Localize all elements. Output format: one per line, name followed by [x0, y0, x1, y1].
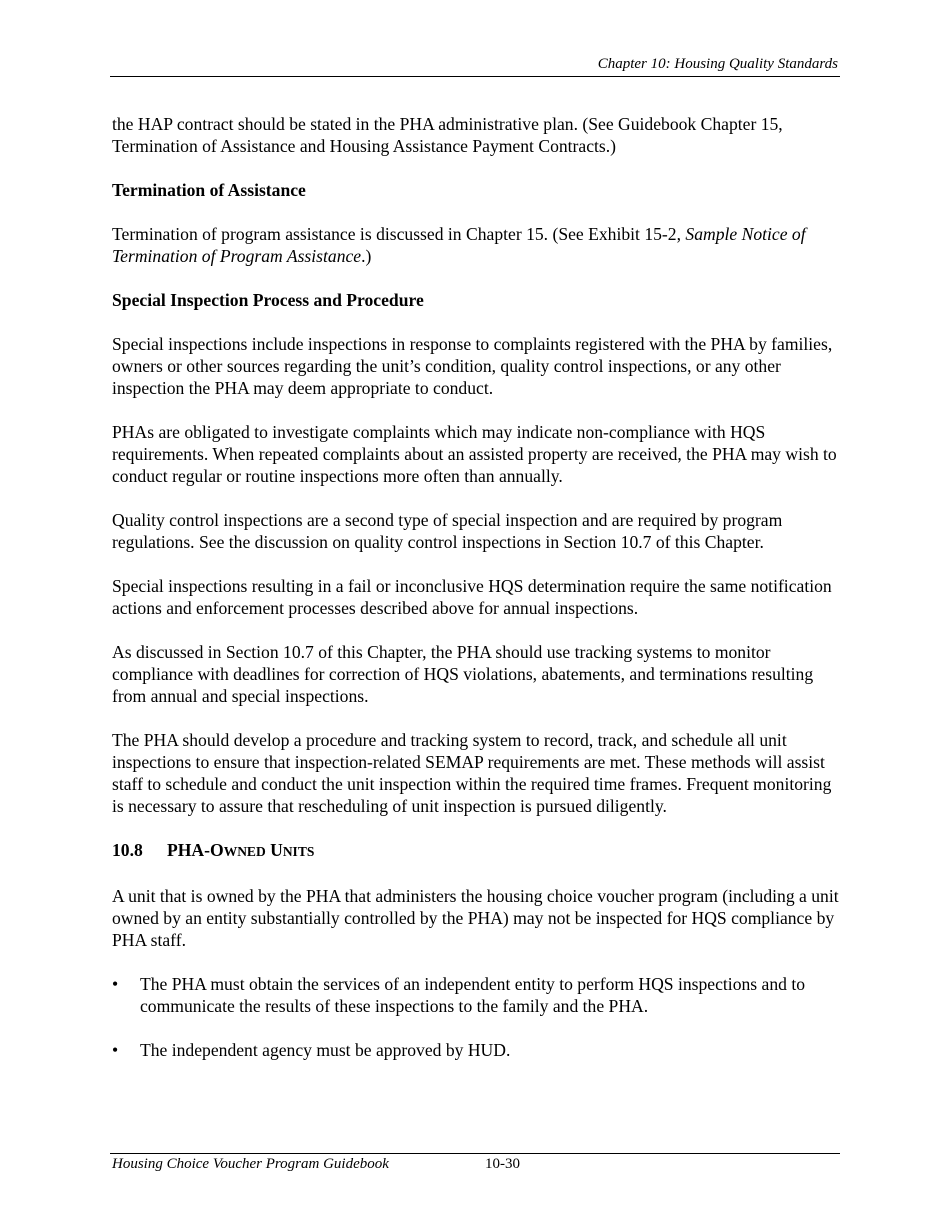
list-item-text: The independent agency must be approved by HUD. [140, 1040, 511, 1060]
termination-heading: Termination of Assistance [112, 180, 306, 200]
running-title: Chapter 10: Housing Quality Standards [597, 56, 838, 72]
list-item-text: The PHA must obtain the services of an independent entity to perform HQS inspections and to communicate the results of these inspections to the family and the PHA. [140, 974, 806, 1016]
list-item [112, 1039, 842, 1061]
section-title-p1: PHA-O [167, 840, 224, 860]
exhibit-title: Sample Notice of Termination of Program Assistance [112, 224, 806, 266]
section-title-p4: NITS [282, 844, 315, 859]
section-title-p2: WNED [223, 844, 266, 859]
special-inspection-paragraph-6: The PHA should develop a procedure and tracking system to record, track, and schedule all unit inspections to ensure that inspection-related SEMAP requirements are met. These methods will assist staff to schedule and conduct the unit inspection within the required time frames. Frequent monitoring is necessary to assure that rescheduling of unit inspection is pursued diligently. [112, 730, 832, 816]
section-number: 10.8 [112, 840, 143, 860]
special-inspection-paragraph-1: Special inspections include inspections in response to complaints registered with the PHA by families, owners or other sources regarding the unit’s condition, quality control inspections, or any other inspection the PHA may deem appropriate to conduct. [112, 334, 833, 398]
bullet-icon: • [112, 974, 119, 994]
special-inspection-heading: Special Inspection Process and Procedure [112, 290, 424, 310]
termination-text-end: .) [361, 246, 372, 266]
pha-owned-paragraph: A unit that is owned by the PHA that administers the housing choice voucher program (including a unit owned by an entity substantially controlled by the PHA) may not be inspected for HQS compliance by PHA staff. [112, 886, 839, 950]
special-inspection-paragraph-3: Quality control inspections are a second type of special inspection and are required by program regulations. See the discussion on quality control inspections in Section 10.7 of this Chapter. [112, 510, 783, 552]
special-inspection-paragraph-4: Special inspections resulting in a fail or inconclusive HQS determination require the same notification actions and enforcement processes described above for annual inspections. [112, 576, 832, 618]
page-header [110, 56, 840, 77]
page-footer [110, 1153, 840, 1178]
intro-paragraph: the HAP contract should be stated in the PHA administrative plan. (See Guidebook Chapter 15, Termination of Assistance and Housing Assistance Payment Contracts.) [112, 114, 783, 156]
page-content [112, 113, 842, 1083]
special-inspection-paragraph-2: PHAs are obligated to investigate complaints which may indicate non-compliance with HQS requirements. When repeated complaints about an assisted property are received, the PHA may wish to conduct regular or routine inspections more often than annually. [112, 422, 837, 486]
special-inspection-paragraph-5: As discussed in Section 10.7 of this Chapter, the PHA should use tracking systems to monitor compliance with deadlines for correction of HQS violations, abatements, and terminations resulting from annual and special inspections. [112, 642, 814, 706]
guidebook-title: Housing Choice Voucher Program Guidebook [112, 1156, 389, 1172]
section-10-8-heading [112, 839, 842, 863]
page-number: 10-30 [485, 1156, 520, 1172]
termination-paragraph [112, 223, 842, 267]
section-title-p3: U [265, 840, 283, 860]
requirements-list [112, 973, 842, 1061]
list-item [112, 973, 842, 1017]
termination-text-start: Termination of program assistance is discussed in Chapter 15. (See Exhibit 15-2, [112, 224, 686, 244]
bullet-icon: • [112, 1040, 119, 1060]
